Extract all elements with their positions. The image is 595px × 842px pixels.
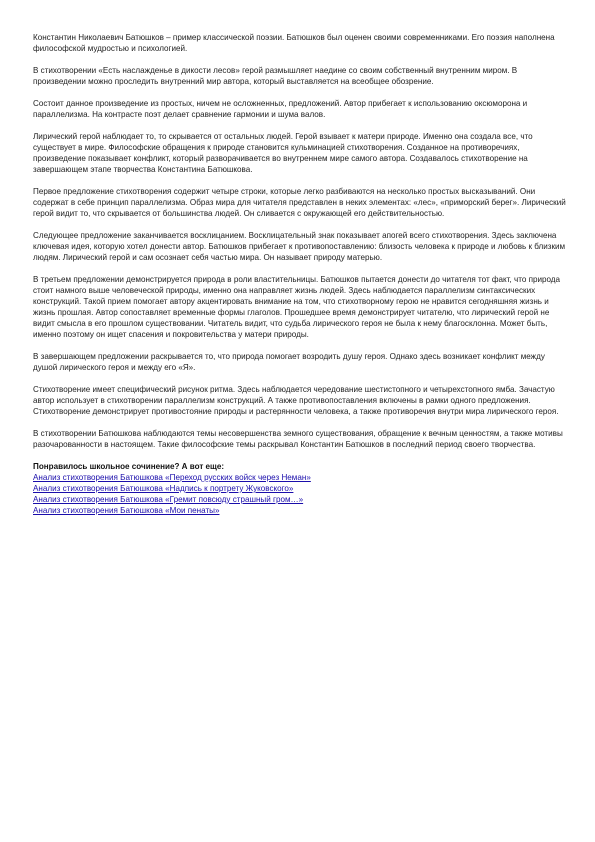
essay-paragraph: В стихотворении Батюшкова наблюдаются темы несовершенства земного существования, обращение к вечным ценностям, а также мотивы разочарованности в настоящем. Такие философские темы раскрывал Константин Батюшков в последний период своего творчества.: [33, 429, 563, 449]
list-item: [33, 483, 567, 494]
essay-paragraph: Следующее предложение заканчивается восклицанием. Восклицательный знак показывает апогей всего стихотворения. Здесь заключена ключевая идея, которую хотел донести автор. Батюшков прибегает к противопоставлению: близость человека к природе и любовь к близким людям. Лирический герой и сам осознает себя частью мира. Он называет природу матерью.: [33, 231, 566, 262]
list-item: [33, 505, 567, 516]
related-essays: [33, 461, 567, 516]
related-heading: Понравилось школьное сочинение? А вот еще:: [33, 462, 225, 471]
related-link[interactable]: Анализ стихотворения Батюшкова «Мои пенаты»: [33, 506, 220, 515]
essay-paragraph: Первое предложение стихотворения содержит четыре строки, которые легко разбиваются на несколько простых высказываний. Они содержат в себе принцип параллелизма. Образ мира для читателя представлен в неких элементах: «лес», «приморский берег». Лирический герой видит то, что скрывается от большинства людей. Он сливается с окружающей его действительностью.: [33, 187, 566, 218]
essay-paragraph: Лирический герой наблюдает то, то скрывается от остальных людей. Герой взывает к матери природе. Именно она создала все, что существует в мире. Философские обращения к природе становится кульминацией стихотворения. Созданное на противоречиях, произведение показывает конфликт, который разворачивается во внутреннем мире самого автора. Создавалось стихотворение на завершающем этапе творчества Константина Батюшкова.: [33, 132, 533, 174]
essay-paragraph: Стихотворение имеет специфический рисунок ритма. Здесь наблюдается чередование шестистопного и четырехстопного ямба. Зачастую автор использует в стихотворении параллелизм конструкций. А также противопоставления включены в рамки одного предложения. Стихотворение демонстрирует противостояние природы и растерянности человека, а также противоречия внутри мира лирического героя.: [33, 385, 559, 416]
document-page: [33, 32, 567, 516]
essay-paragraph: В третьем предложении демонстрируется природа в роли властительницы. Батюшков пытается донести до читателя тот факт, что природа стоит намного выше человеческой природы, именно она направляет жизнь людей. Здесь наблюдается параллелизм синтаксических конструкций. Такой прием помогает автору акцентировать внимание на том, что стихотворному герою не нравится сегодняшняя жизнь и жизнь прошлая. Автор сопоставляет временные формы глаголов. Прошедшее время демонстрирует читателю, что лирический герой не видит смысла в его прошлом существовании. Читатель видит, что судьба лирического героя не была к нему благосклонна. Может быть, именно поэтому он ищет спасения и покровительства у матери природы.: [33, 275, 561, 339]
related-link[interactable]: Анализ стихотворения Батюшкова «Переход русских войск через Неман»: [33, 473, 311, 482]
related-link[interactable]: Анализ стихотворения Батюшкова «Гремит повсюду страшный гром…»: [33, 495, 304, 504]
essay-body: [33, 32, 567, 450]
essay-paragraph: Состоит данное произведение из простых, ничем не осложненных, предложений. Автор прибегает к использованию оксюморона и параллелизма. На контрасте поэт делает сравнение гармонии и шума валов.: [33, 99, 528, 119]
essay-paragraph: В завершающем предложении раскрывается то, что природа помогает возродить душу героя. Однако здесь возникает конфликт между душой лирического героя и между его «Я».: [33, 352, 545, 372]
essay-paragraph: В стихотворении «Есть наслажденье в дикости лесов» герой размышляет наедине со своим собственный внутренним миром. В произведении можно проследить внутренний мир автора, который выставляется на всеобщее обозрение.: [33, 66, 518, 86]
related-link[interactable]: Анализ стихотворения Батюшкова «Надпись к портрету Жуковского»: [33, 484, 294, 493]
essay-paragraph: Константин Николаевич Батюшков – пример классической поэзии. Батюшков был оценен своими современниками. Его поэзия наполнена философской мудростью и психологией.: [33, 33, 555, 53]
related-links-list: [33, 472, 567, 516]
list-item: [33, 472, 567, 483]
list-item: [33, 494, 567, 505]
